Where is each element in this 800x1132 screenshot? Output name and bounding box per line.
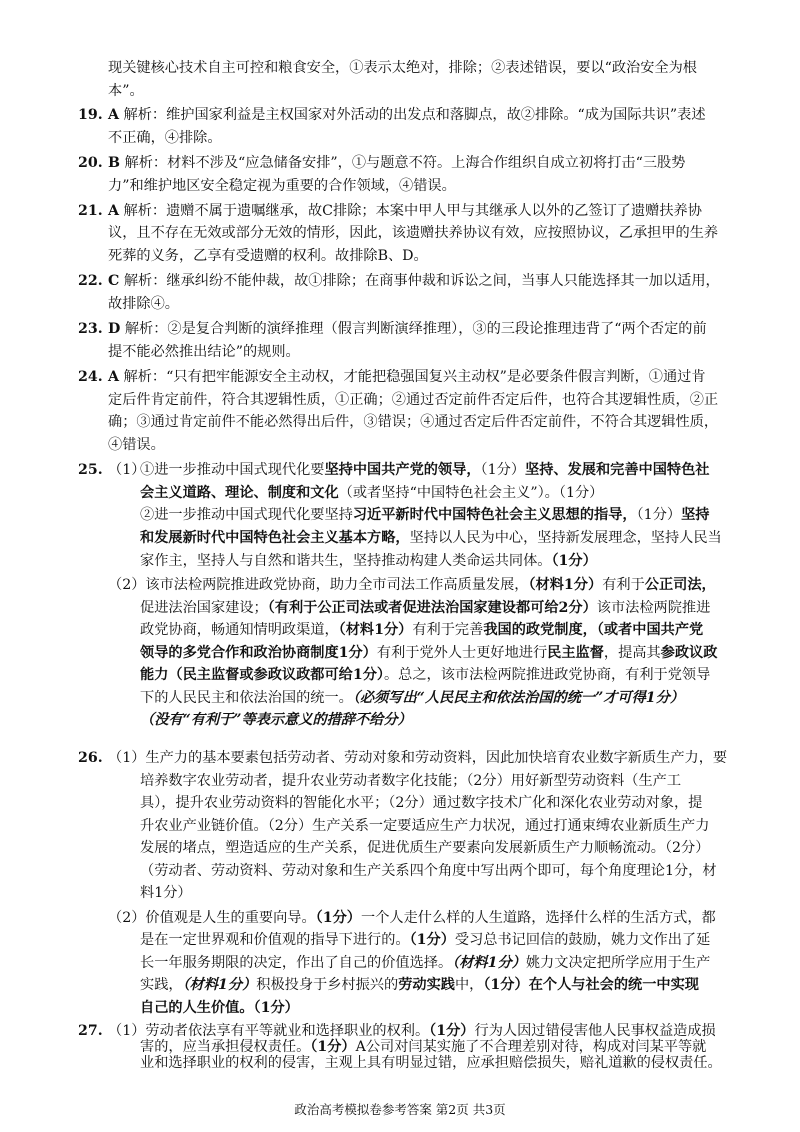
text-segment: 有利于党外人士更好地进行 <box>376 645 548 661</box>
text-segment: 受习总书记回信的鼓励，姚力文作出了延 <box>454 932 711 948</box>
text-segment: 一个人走什么样的人生道路，选择什么样的生活方式，都 <box>361 910 716 926</box>
question-number: 20. <box>78 155 103 171</box>
text-segment: ①进一步推动中国式现代化要 <box>140 462 325 478</box>
text-line <box>140 618 703 642</box>
text-segment: 。总之，该市法检两院推进政党协商，有利于党领导 <box>383 667 711 683</box>
text-segment: 习近平新时代中国特色社会主义思想的指导， <box>352 507 637 523</box>
question-number: 26. <box>78 750 103 766</box>
text-segment: （材料1分） <box>338 622 413 638</box>
answer-line <box>108 103 706 127</box>
text-line <box>140 596 710 620</box>
explanation-text: 解析：遗赠不属于遗嘱继承，故C排除；本案中甲人甲与其继承人以外的乙签订了遗赠扶养协 <box>123 203 702 219</box>
text-segment: 会主义道路、理论、制度和文化 <box>140 485 339 501</box>
answer-letter: C <box>108 273 120 289</box>
question-number: 24. <box>78 369 103 385</box>
text-segment: （或者坚持“中国特色社会主义”）。（1分） <box>338 485 604 501</box>
text-segment: （有利于公正司法或者促进法治国家建设都可给2分） <box>267 600 597 616</box>
text-line <box>140 663 710 687</box>
explanation-text: 解析：②是复合判断的演绎推理（假言判断演绎推理），③的三段论推理违背了“两个否定的前 <box>124 321 707 337</box>
answer-letter: A <box>108 369 120 385</box>
text-segment: 长一年服务期限的决定，作出了自己的价值选择。 <box>140 955 453 971</box>
text-segment: 行为人因过错侵害他人民事权益造成损 <box>474 1023 716 1039</box>
text-line: 发展的堵点，塑造适应的生产关系，促进优质生产要素向发展新质生产力顺畅流动。（2分） <box>140 840 710 856</box>
text-segment: （1分） <box>310 1039 356 1055</box>
text-segment: 姚力文决定把所学应用于生产 <box>525 955 711 971</box>
text-line: 不正确，④排除。 <box>108 130 222 146</box>
text-line: 确；③通过肯定前件不能必然得出后件，③错误；④通过否定后件否定前件，不符合其逻辑性质， <box>108 414 719 430</box>
text-segment: （没有“有利于”等表示意义的措辞不给分） <box>140 712 412 728</box>
text-segment: 促进法治国家建设； <box>140 600 268 616</box>
text-segment: （2）价值观是人生的重要向导。 <box>108 910 316 926</box>
answer-letter: D <box>108 321 121 337</box>
text-segment: （材料1分） <box>452 955 526 971</box>
answer-line <box>108 269 720 293</box>
answer-line <box>108 365 706 389</box>
question-number: 22. <box>78 273 103 289</box>
question-number: 27. <box>78 1023 103 1039</box>
explanation-text: 解析：“只有把牢能源安全主动权，才能把稳强国复兴主动权”是必要条件假言判断，①通过肯 <box>123 369 706 385</box>
text-line: 升农业产业链价值。（2分）生产关系一定要适应生产力状况，通过打通束缚农业新质生产力 <box>140 818 710 834</box>
answer-line <box>108 151 685 175</box>
text-line: 培养数字农业劳动者，提升农业劳动者数字化技能；（2分）用好新型劳动资料（生产工 <box>140 773 682 789</box>
text-segment: 有利于 <box>602 577 645 593</box>
text-segment: 是在一定世界观和价值观的指导下进行的。 <box>140 932 410 948</box>
question-number: 25. <box>78 462 103 478</box>
text-line: 提不能必然推出结论”的规则。 <box>108 344 300 360</box>
text-line <box>108 906 716 930</box>
answer-line <box>108 317 707 341</box>
answer-letter: A <box>108 203 120 219</box>
text-segment: （1分） <box>409 932 455 948</box>
text-segment: 坚持中国共产党的领导， <box>324 462 481 478</box>
text-line <box>140 951 710 975</box>
text-line: ④错误。 <box>108 437 165 453</box>
text-line: （劳动者、劳动资料、劳动对象和生产关系四个角度中写出两个即可，每个角度理论1分，材 <box>140 863 717 879</box>
text-segment: 我国的政党制度， <box>483 622 597 638</box>
text-line: 力”和维护地区安全稳定视为重要的合作领域，④错误。 <box>108 178 456 194</box>
text-segment: 自己的人生价值。 <box>140 1000 254 1016</box>
text-segment: （必须写出“人民民主和依法治国的统一”才可得1分） <box>352 690 685 706</box>
text-segment: （1分） <box>253 1000 299 1016</box>
explanation-text: 解析：继承纠纷不能仲裁，故①排除；在商事仲裁和诉讼之间，当事人只能选择其一加以适用， <box>123 273 720 289</box>
answer-letter: A <box>108 107 120 123</box>
page-footer: 政治高考模拟卷参考答案 第2页 共3页 <box>294 1102 506 1117</box>
text-segment: ②进一步推动中国式现代化要坚持 <box>140 507 353 523</box>
text-line: 本”。 <box>108 83 144 99</box>
text-segment: 民主监督 <box>547 645 604 661</box>
text-segment: （或者中国共产党 <box>596 622 704 638</box>
text-line: 料1分） <box>140 885 192 901</box>
text-line <box>140 708 412 732</box>
text-segment: 能力 <box>140 667 169 683</box>
text-segment: 坚持、发展和完善中国特色社 <box>525 462 710 478</box>
text-segment: （1）劳动者依法享有平等就业和选择职业的权利。 <box>108 1023 430 1039</box>
text-segment: 害的，应当承担侵权责任。 <box>140 1039 311 1055</box>
text-line <box>140 526 722 550</box>
text-line: （1）生产力的基本要素包括劳动者、劳动对象和劳动资料，因此加快培育农业数字新质生产力，要 <box>108 750 728 766</box>
text-segment: ，提高其 <box>603 645 661 661</box>
text-segment: 家作主，坚持人与自然和谐共生，坚持推动构建人类命运共同体。 <box>140 553 552 569</box>
question-number: 21. <box>78 203 103 219</box>
text-line <box>140 1051 722 1075</box>
text-line <box>140 996 299 1020</box>
question-number: 23. <box>78 321 103 337</box>
text-line <box>140 481 603 505</box>
text-line <box>140 928 710 952</box>
text-line <box>140 641 717 665</box>
text-segment: （1分） <box>636 507 682 523</box>
sub-question-label: （1） <box>108 462 146 478</box>
text-segment: 积极投身于乡村振兴的 <box>256 977 399 993</box>
text-line: 议，且不存在无效或部分无效的情形，因此，该遗赠扶养协议有效，应按照协议，乙承担甲的生养 <box>108 225 719 241</box>
text-segment: （1分） <box>480 462 526 478</box>
text-line: 定后件肯定前件，符合其逻辑性质，①正确；②通过否定前件否定后件，也符合其逻辑性质，②正 <box>108 392 719 408</box>
text-line: 具），提升农业劳动资料的智能化水平；（2分）通过数字技术广化和深化农业劳动对象，提 <box>140 795 703 811</box>
explanation-text: 解析：材料不涉及“应急储备安排”，①与题意不符。上海合作组织自成立初将打击“三股势 <box>124 155 686 171</box>
text-segment: 该市法检两院推进 <box>596 600 711 616</box>
text-segment: 政党协商，畅通知情明政渠道， <box>140 622 339 638</box>
text-line: 现关键核心技术自主可控和粮食安全，①表示太绝对，排除；②表述错误，要以“政治安全为根 <box>108 60 697 76</box>
text-segment: 领导的多党合作和政治协商制度1分） <box>140 645 377 661</box>
answer-line <box>108 199 702 223</box>
text-segment: 和发展新时代中国特色社会主义基本方略， <box>140 530 410 546</box>
text-segment: 坚持以人民为中心，坚持新发展理念，坚持人民当 <box>409 530 722 546</box>
text-segment: 中， <box>454 977 484 993</box>
text-segment: 业和选择职业的权利的侵害，主观上具有明显过错，应承担赔偿损失，赔礼道歉的侵权责任。 <box>140 1055 722 1071</box>
text-segment: （1分） <box>429 1023 475 1039</box>
question-number: 19. <box>78 107 103 123</box>
text-segment: 实践， <box>140 977 183 993</box>
text-line: 故排除④。 <box>108 296 179 312</box>
text-segment: （1分） <box>483 977 529 993</box>
text-segment: （民主监督或参政议政都可给1分） <box>168 667 384 683</box>
text-line <box>140 686 684 710</box>
text-segment: （1分） <box>315 910 361 926</box>
text-segment: 坚持 <box>681 507 710 523</box>
text-line <box>140 973 699 997</box>
text-segment: （1分） <box>551 553 597 569</box>
text-segment: A公司对闫某实施了不合理差别对待，构成对闫某平等就 <box>355 1039 707 1055</box>
text-segment: 劳动实践 <box>398 977 455 993</box>
text-line <box>140 549 597 573</box>
explanation-text: 解析：维护国家利益是主权国家对外活动的出发点和落脚点，故②排除。“成为国际共识”表述 <box>123 107 706 123</box>
text-segment: 公正司法， <box>644 577 716 593</box>
text-segment: 有利于完善 <box>412 622 484 638</box>
text-line <box>140 458 709 482</box>
text-line <box>140 503 709 527</box>
answer-letter: B <box>108 155 120 171</box>
text-segment: （材料1分） <box>528 577 603 593</box>
text-line <box>108 573 716 597</box>
text-line: 死葬的义务，乙享有受遗赠的权利。故排除B、D。 <box>108 248 428 264</box>
text-segment: （材料1分） <box>182 977 257 993</box>
text-segment: 下的人民民主和依法治国的统一。 <box>140 690 353 706</box>
text-segment: 在个人与社会的统一中实现 <box>528 977 699 993</box>
text-segment: 参政议政 <box>660 645 718 661</box>
text-segment: （2）该市法检两院推进政党协商，助力全市司法工作高质量发展， <box>108 577 529 593</box>
